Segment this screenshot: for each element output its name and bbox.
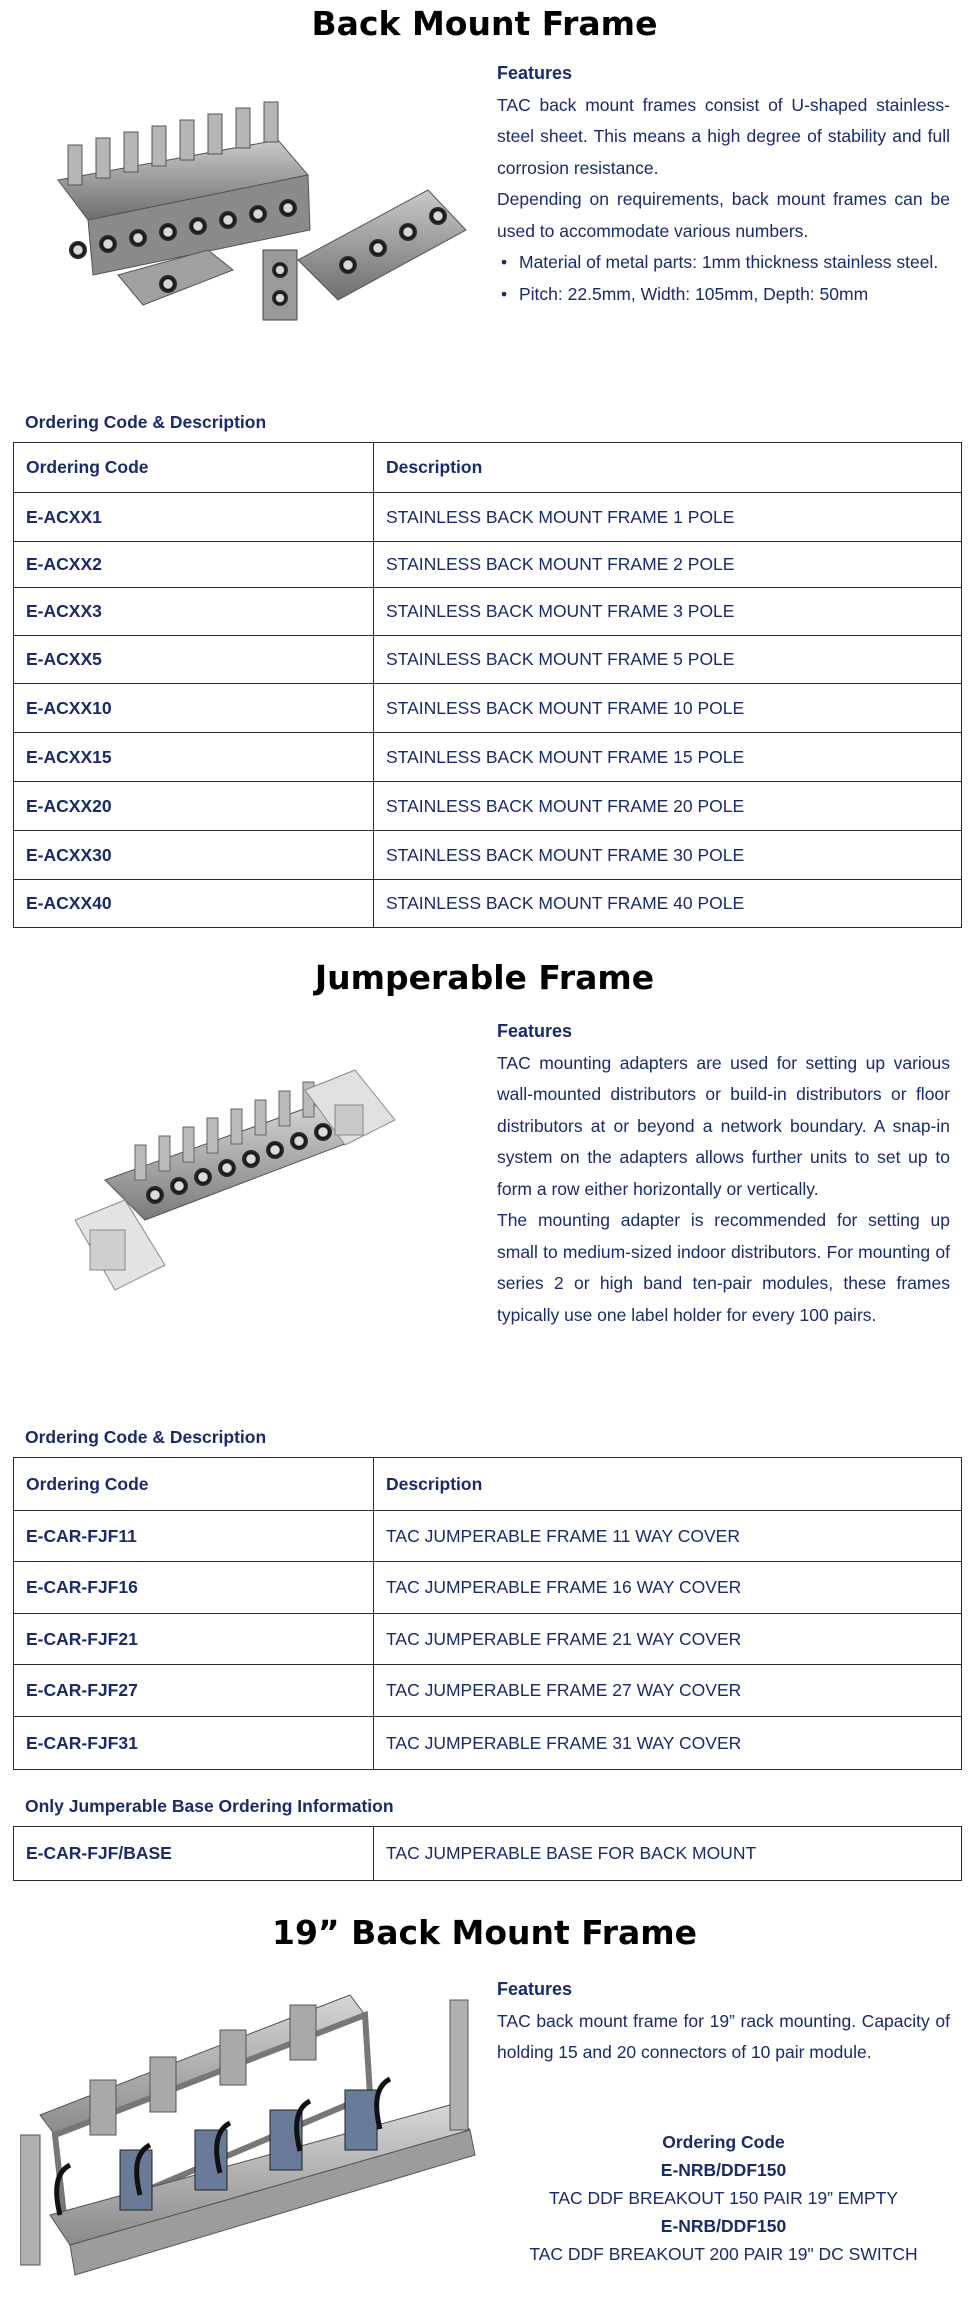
table-header-row	[14, 1458, 962, 1511]
ordering-code: E-ACXX15	[14, 733, 374, 782]
ordering-code: E-ACXX30	[14, 831, 374, 880]
section-title-jumperable-frame: Jumperable Frame	[314, 958, 655, 997]
table-row	[14, 636, 962, 684]
table-row	[14, 733, 962, 782]
ordering-code: E-CAR-FJF31	[14, 1717, 374, 1770]
rack-ordering-block	[497, 2128, 950, 2268]
ordering-code: E-ACXX10	[14, 684, 374, 733]
ordering-code: E-NRB/DDF150	[660, 2160, 787, 2180]
ordering-code-heading: Ordering Code	[662, 2132, 785, 2152]
description: STAINLESS BACK MOUNT FRAME 15 POLE	[374, 733, 962, 782]
ordering-code: E-CAR-FJF21	[14, 1614, 374, 1665]
table-row	[14, 782, 962, 831]
ordering-code: E-CAR-FJF27	[14, 1665, 374, 1717]
base-ordering-label: Only Jumperable Base Ordering Information	[25, 1796, 394, 1816]
ordering-code: E-ACXX3	[14, 588, 374, 636]
table-header-description: Description	[374, 443, 962, 493]
back-mount-features	[497, 58, 950, 310]
rack-frame-features	[497, 1974, 950, 2069]
table-row	[14, 1717, 962, 1770]
ordering-code: E-ACXX5	[14, 636, 374, 684]
table-row	[14, 588, 962, 636]
table-row	[14, 880, 962, 928]
description: TAC JUMPERABLE FRAME 21 WAY COVER	[374, 1614, 962, 1665]
section-title-back-mount-frame: Back Mount Frame	[311, 4, 658, 43]
description: STAINLESS BACK MOUNT FRAME 20 POLE	[374, 782, 962, 831]
table-row	[14, 1665, 962, 1717]
features-paragraph: TAC back mount frame for 19” rack mounting. Capacity of holding 15 and 20 connectors of 10 pair module.	[497, 2010, 950, 2062]
back-mount-ordering-table	[13, 442, 962, 928]
back-mount-frame-image	[48, 100, 468, 330]
description: TAC DDF BREAKOUT 150 PAIR 19” EMPTY	[548, 2188, 899, 2208]
ordering-code: E-ACXX20	[14, 782, 374, 831]
features-bullet: • Material of metal parts: 1mm thickness stainless steel.	[497, 247, 950, 279]
description: TAC JUMPERABLE FRAME 31 WAY COVER	[374, 1717, 962, 1770]
features-paragraph: Depending on requirements, back mount frames can be used to accommodate various numbers.	[497, 189, 950, 241]
description: TAC JUMPERABLE FRAME 11 WAY COVER	[374, 1511, 962, 1562]
table-header-description: Description	[374, 1458, 962, 1511]
description: TAC JUMPERABLE FRAME 16 WAY COVER	[374, 1562, 962, 1614]
description: STAINLESS BACK MOUNT FRAME 40 POLE	[374, 880, 962, 928]
section-title-19in-back-mount-frame: 19” Back Mount Frame	[271, 1913, 698, 1952]
table-row	[14, 831, 962, 880]
ordering-code: E-ACXX2	[14, 542, 374, 588]
table-row	[14, 1562, 962, 1614]
description: STAINLESS BACK MOUNT FRAME 5 POLE	[374, 636, 962, 684]
features-heading: Features	[497, 63, 573, 83]
ordering-code: E-CAR-FJF16	[14, 1562, 374, 1614]
table-row	[14, 1511, 962, 1562]
description: STAINLESS BACK MOUNT FRAME 1 POLE	[374, 493, 962, 542]
jumperable-ordering-table	[13, 1457, 962, 1770]
table-header-code: Ordering Code	[14, 1458, 374, 1511]
description: TAC DDF BREAKOUT 200 PAIR 19" DC SWITCH	[529, 2244, 918, 2264]
table-row	[14, 1614, 962, 1665]
ordering-code: E-CAR-FJF11	[14, 1511, 374, 1562]
rack-back-mount-frame-image	[20, 1985, 480, 2295]
ordering-code-label: Ordering Code & Description	[25, 1427, 267, 1447]
table-row	[14, 542, 962, 588]
jumperable-base-table	[13, 1826, 962, 1881]
features-heading: Features	[497, 1979, 573, 1999]
description: STAINLESS BACK MOUNT FRAME 30 POLE	[374, 831, 962, 880]
features-heading: Features	[497, 1021, 573, 1041]
description: TAC JUMPERABLE FRAME 27 WAY COVER	[374, 1665, 962, 1717]
table-row	[14, 684, 962, 733]
description: STAINLESS BACK MOUNT FRAME 2 POLE	[374, 542, 962, 588]
description: TAC JUMPERABLE BASE FOR BACK MOUNT	[374, 1827, 962, 1881]
table-row	[14, 1827, 962, 1881]
description: STAINLESS BACK MOUNT FRAME 3 POLE	[374, 588, 962, 636]
table-row	[14, 493, 962, 542]
table-header-row	[14, 443, 962, 493]
ordering-code: E-NRB/DDF150	[660, 2216, 787, 2236]
ordering-code: E-ACXX1	[14, 493, 374, 542]
table-header-code: Ordering Code	[14, 443, 374, 493]
ordering-code-label: Ordering Code & Description	[25, 412, 267, 432]
features-paragraph: The mounting adapter is recommended for setting up small to medium-sized indoor distributors. For mounting of series 2 or high band ten-pair modules, these frames typically use one label holder for every 100 pairs.	[497, 1210, 950, 1325]
features-paragraph: TAC back mount frames consist of U-shaped stainless-steel sheet. This means a high degree of stability and full corrosion resistance.	[497, 94, 950, 178]
jumperable-frame-image	[75, 1050, 415, 1300]
features-paragraph: TAC mounting adapters are used for setting up various wall-mounted distributors or build-in distributors or floor distributors at or beyond a network boundary. A snap-in system on the adapters allows further units to set up to form a row either horizontally or vertically.	[497, 1052, 950, 1199]
description: STAINLESS BACK MOUNT FRAME 10 POLE	[374, 684, 962, 733]
ordering-code: E-ACXX40	[14, 880, 374, 928]
ordering-code: E-CAR-FJF/BASE	[14, 1827, 374, 1881]
features-bullet: • Pitch: 22.5mm, Width: 105mm, Depth: 50mm	[497, 279, 950, 311]
features-bullet-list	[497, 247, 950, 310]
jumperable-features	[497, 1016, 950, 1331]
